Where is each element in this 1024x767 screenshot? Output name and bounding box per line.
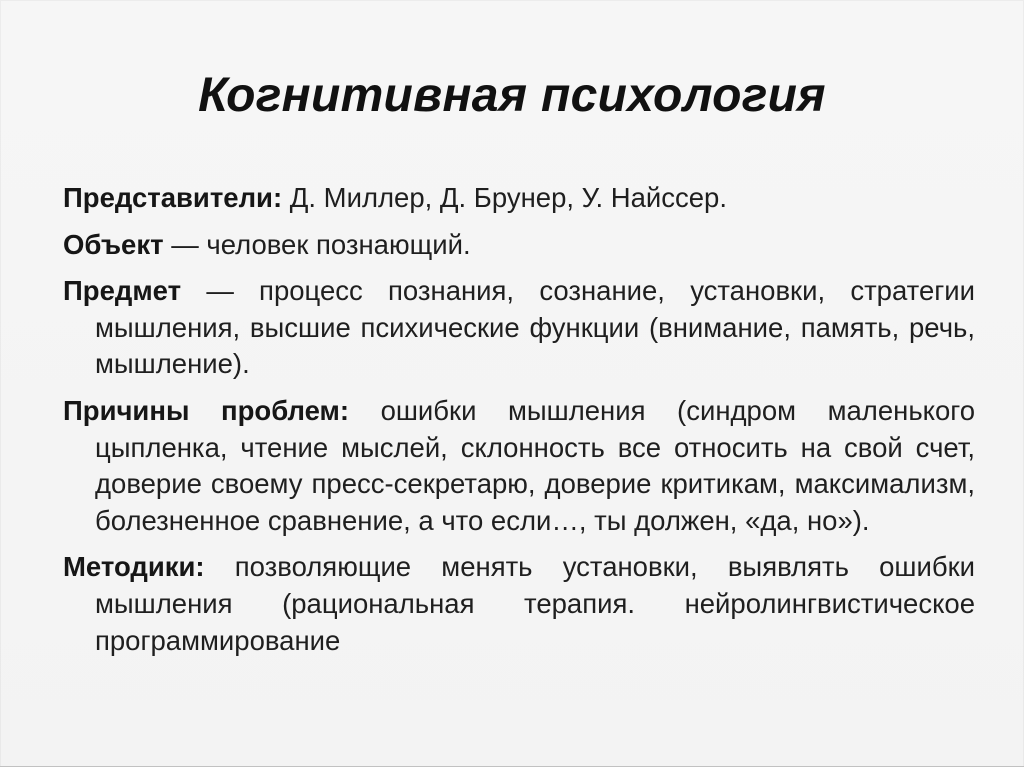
slide-body [63, 180, 975, 669]
paragraph-text: Д. Миллер, Д. Брунер, У. Найссер. [289, 182, 727, 213]
paragraph-label: Представители: [63, 182, 290, 213]
paragraph-causes [63, 393, 975, 539]
paragraph-label: Предмет [63, 275, 207, 307]
paragraph-label: Объект [63, 228, 172, 260]
paragraph-text: — процесс познания, сознание, установки, стратегии мышления, высшие психические функции (внимание, память, речь, мышление). [95, 275, 975, 380]
paragraph-subject [63, 273, 975, 383]
paragraph-label: Методики: [63, 551, 235, 583]
paragraph-label: Причины проблем: [63, 394, 381, 426]
paragraph-text: позволяющие менять установки, выявлять ошибки мышления (рациональная терапия. нейролингвистическое программирование [95, 551, 975, 656]
paragraph-object [63, 227, 975, 264]
slide-title: Когнитивная психология [198, 69, 826, 122]
paragraph-representatives [63, 180, 975, 217]
paragraph-methods [63, 549, 975, 659]
paragraph-text: ошибки мышления (синдром маленького цыпленка, чтение мыслей, склонность все относить на свой счет, доверие своему пресс-секретарю, доверие критикам, максимализм, болезненное сравнение, а что если…, ты должен, «да, но»). [95, 394, 975, 536]
paragraph-text: — человек познающий. [171, 228, 471, 260]
